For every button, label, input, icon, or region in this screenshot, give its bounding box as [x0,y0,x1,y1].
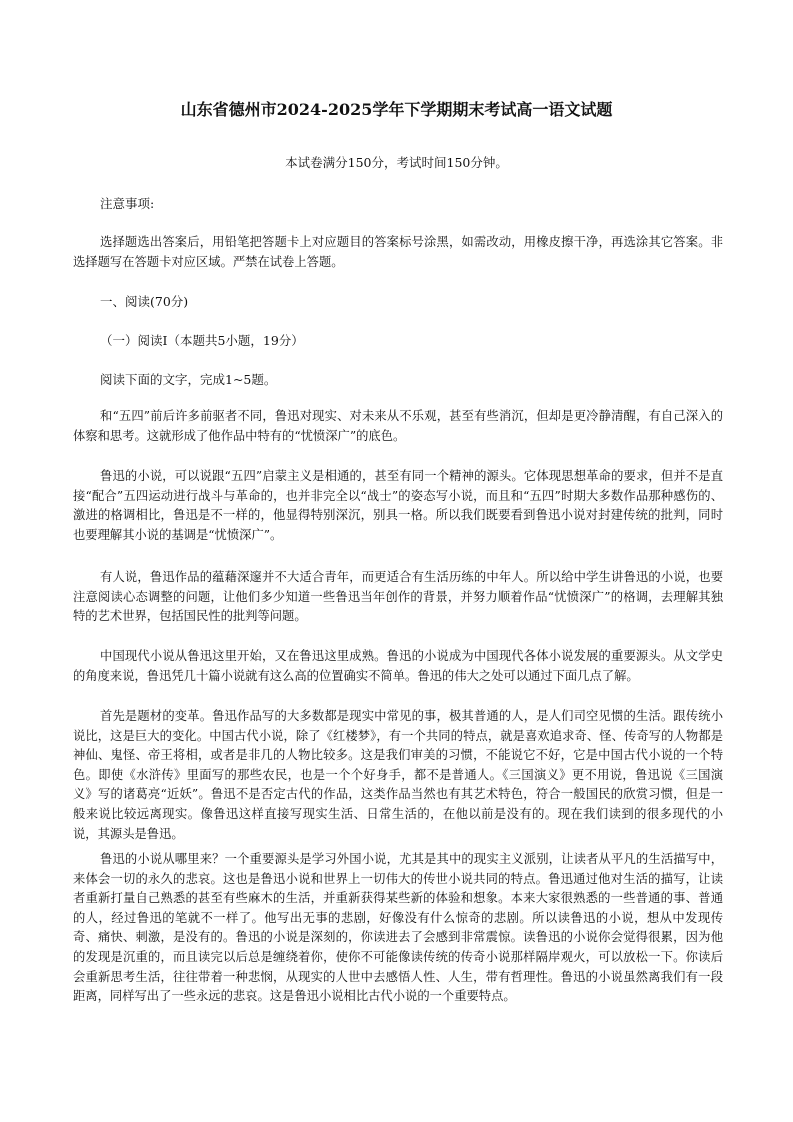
exam-info: 本试卷满分150分，考试时间150分钟。 [285,155,508,170]
notice-heading: 注意事项: [100,196,155,211]
page-title: 山东省德州市2024-2025学年下学期期末考试高一语文试题 [180,100,613,119]
paragraph-1: 和“五四”前后许多前驱者不同，鲁迅对现实、对未来从不乐观，甚至有些消沉，但却是更冷静清醒，有自己深入的体察和思考。这就形成了他作品中特有的“忧愤深广”的底色。 [73,409,723,443]
subsection-heading: （一）阅读Ⅰ（本题共5小题，19分） [100,333,304,348]
paragraph-6: 鲁迅的小说从哪里来？一个重要源头是学习外国小说，尤其是其中的现实主义派别，让读者从平凡的生活描写中，来体会一切的永久的悲哀。这也是鲁迅小说和世界上一切伟大的传世小说共同的特点。鲁迅通过他对生活的描写，让读者重新打量自己熟悉的甚至有些麻木的生活，并重新获得某些新的体验和想象。本来大家很熟悉的一些普通的事、普通的人，经过鲁迅的笔就不一样了。他写出无事的悲剧，好像没有什么惊奇的悲剧。所以读鲁迅的小说，想从中发现传奇、痛快、刺激，是没有的。鲁迅的小说是深刻的，你读进去了会感到非常震惊。读鲁迅的小说你会觉得很累，因为他的发现是沉重的，而且读完以后总是缠绕着你，使你不可能像读传统的传奇小说那样隔岸观火，可以放松一下。你读后会重新思考生活，往往带着一种悲悯，从现实的人世中去感悟人性、人生，带有哲理性。鲁迅的小说虽然离我们有一段距离，同样写出了一些永远的悲哀。这是鲁迅小说相比古代小说的一个重要特点。 [73,852,723,1004]
paragraph-4: 中国现代小说从鲁迅这里开始，又在鲁迅这里成熟。鲁迅的小说成为中国现代各体小说发展的重要源头。从文学史的角度来说，鲁迅凭几十篇小说就有这么高的位置确实不简单。鲁迅的伟大之处可以通过下面几点了解。 [73,649,723,683]
paragraph-5: 首先是题材的变革。鲁迅作品写的大多数都是现实中常见的事，极其普通的人，是人们司空见惯的生活。跟传统小说比，这是巨大的变化。中国古代小说，除了《红楼梦》，有一个共同的特点，就是喜欢追求奇、怪、传奇写的人物都是神仙、鬼怪、帝王将相，或者是非几的人物比较多。这是我们审美的习惯，不能说它不好，它是中国古代小说的一个特色。即使《水浒传》里面写的那些农民，也是一个个好身手，都不是普通人。《三国演义》更不用说，鲁迅说《三国演义》写的诸葛亮“近妖”。鲁迅不是否定古代的作品，这类作品当然也有其艺术特色，符合一般国民的欣赏习惯，但是一般来说比较远离现实。像鲁迅这样直接写现实生活、日常生活的，在他以前是没有的。现在我们读到的很多现代的小说，其源头是鲁迅。 [73,709,723,841]
paragraph-3: 有人说，鲁迅作品的蕴藉深邃并不大适合青年，而更适合有生活历练的中年人。所以给中学生讲鲁迅的小说，也要注意阅读心态调整的问题，让他们多少知道一些鲁迅当年创作的背景，并努力顺着作品“忧愤深广”的格调，去理解其独特的艺术世界，包括国民性的批判等问题。 [73,570,723,624]
paragraph-2: 鲁迅的小说，可以说跟“五四”启蒙主义是相通的，甚至有同一个精神的源头。它体现思想革命的要求，但并不是直接“配合”五四运动进行战斗与革命的，也并非完全以“战士”的姿态写小说，而且和“五四”时期大多数作品那种感伤的、激进的格调相比，鲁迅是不一样的，他显得特别深沉，别具一格。所以我们既要看到鲁迅小说对封建传统的批判，同时也要理解其小说的基调是“忧愤深广”。 [73,469,723,542]
section-heading: 一、阅读(70分) [100,294,189,309]
reading-instruction: 阅读下面的文字，完成1~5题。 [100,372,277,387]
notice-text: 选择题选出答案后，用铅笔把答题卡上对应题目的答案标号涂黑，如需改动，用橡皮擦干净，再选涂其它答案。非选择题写在答题卡对应区域。严禁在试卷上答题。 [73,235,723,269]
